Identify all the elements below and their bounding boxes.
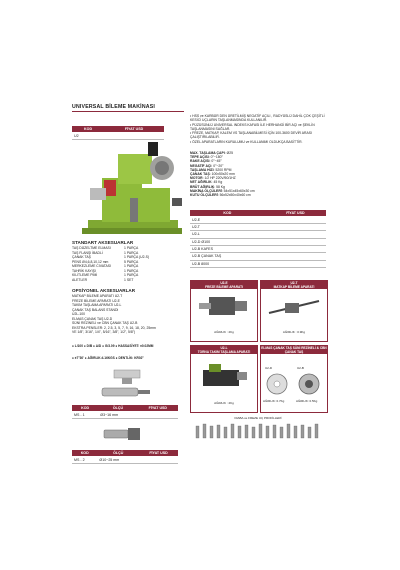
collet-header-kod: KOD: [72, 405, 98, 411]
attachment-box-u2-t: [260, 280, 328, 342]
attachment-box-u2-l: [190, 345, 258, 413]
spec-row: TEPE AÇISI: 0°~180°: [190, 155, 223, 160]
collet-table-1: [72, 405, 178, 419]
accessory-table: [190, 210, 326, 268]
collet-header-price: FİYAT USD: [138, 405, 178, 411]
grinding-machine-image: [72, 138, 190, 242]
optional-item: MATKAP BİLEME APARATI U2-T: [72, 294, 123, 298]
accessory-code: U2-E: [190, 216, 265, 223]
attachment-weight: AĞIRLIK : 0.9Kg: [282, 330, 306, 334]
attachment-name: TORNA TAKIM TAŞLAMA APARATI: [197, 350, 251, 354]
collet-header-kod: KOD: [72, 450, 97, 456]
standard-item: MERKEZLEME CIVATASI 1 PARÇA: [72, 264, 139, 268]
accessory-code: U2-D Ø100: [190, 238, 265, 245]
spec-row: ÇANAK TAŞ: 100x50x20 mm: [190, 172, 235, 177]
attachment-code: U2-T: [290, 281, 298, 285]
optional-item: ELMAS ÇANAK TAŞ U2-D: [72, 316, 113, 321]
accessory-code: U2-B KAFES: [190, 245, 265, 252]
attachment-code: U2-L: [220, 346, 228, 350]
collet-table-2: [72, 450, 178, 464]
spec-row: MOTOR: 1/2 HP 220V/50/1HZ: [190, 176, 236, 181]
features-list: [190, 114, 330, 144]
collet-price: [139, 456, 178, 463]
attachment-name: FREZE BİLEME APARATI: [205, 285, 243, 289]
freze-attachment-image: [191, 289, 257, 325]
standard-item: PENS Ø4,6,8,10,12 mm 5 PARÇA: [72, 259, 139, 264]
standard-accessories-list: [72, 246, 182, 282]
accessory-header-price: FİYAT USD: [265, 210, 326, 216]
optional-accessories-list: [72, 294, 184, 335]
wheel-weight: AĞIRLIK: 0.5Kg: [296, 399, 318, 403]
wheel-weight: AĞIRLIK: 0.7Kg: [263, 399, 285, 403]
matkap-attachment-image: [261, 289, 327, 325]
wheels-image: [261, 372, 327, 396]
accessory-code: U2-L: [190, 231, 265, 238]
standard-item: ÇANAK TAŞ 1 PARÇA (U2-S): [72, 255, 149, 259]
optional-item: ÇANAK TAŞ BALANS STANDI: [72, 307, 119, 312]
specifications: [190, 151, 330, 197]
standard-item: KİLİTLEME PİMİ 1 PARÇA: [72, 273, 139, 277]
standard-item: TAHRİK KAYIŞI 1 PARÇA: [72, 268, 139, 273]
model-code: U2: [72, 132, 104, 139]
spec-row: TAŞLAMA HIZI: 5200 RPM: [190, 167, 232, 172]
wheels-title: ELMAS ÇANAK TAŞ SÜNİ REZİNELİ & CBN ÇANAK TAŞ: [261, 346, 327, 354]
collet-header-price: FİYAT USD: [139, 450, 178, 456]
cutter-profiles-image: [190, 422, 326, 440]
collet-code: MS - 2: [72, 456, 97, 463]
wheels-box: [260, 345, 328, 413]
collet-size: Ø10~25 mm: [97, 456, 139, 463]
spec-row: MAKİNA ÖLÇÜLERİ: 54x51x45x60x30 cm: [190, 188, 255, 193]
wheel-code: U2-D: [265, 366, 273, 370]
spec-row: KUTU ÖLÇÜLERİ: 56x52x50x40x60 cm: [190, 193, 251, 198]
collet-spec-line-2: ● ±7°30' ● AĞIRLIK:4.16KGS ● DENTLİK: KR02": [72, 356, 144, 360]
optional-item: TAKIM TAŞLAMA APARATI U2-L: [72, 303, 122, 307]
standard-item: ALETLER 1 SET: [72, 277, 134, 282]
optional-item: U2L-100: [72, 312, 86, 316]
standard-item: TAŞ FLANŞI İBADLİ 1 PARÇA: [72, 250, 139, 255]
attachment-code: U2-E: [220, 281, 228, 285]
collet-size: Ø3~16 mm: [98, 411, 137, 418]
collet-spec-line-1: ● L/100 ● D/B ● A/D ● G/3.09 ● HASSASİYET: ±0.02MM: [72, 344, 154, 348]
standard-accessories-heading: STANDART AKSESUARLAR: [72, 240, 134, 245]
optional-item: FREZE BİLEME APARATI U2-E: [72, 298, 120, 303]
feature-item: • ÖZEL APARATLARIN KURULUMU ve KULLANIMI OLDUKÇA BASİTTİR.: [190, 139, 303, 144]
optional-accessories-heading: OPSİYONEL AKSESUARLAR: [72, 288, 136, 293]
spec-row: MAX. TAŞLAMA ÇAPI: Ø25: [190, 151, 233, 155]
profiles-caption: DIABA ve FREZE UÇ PROFİLLERİ: [234, 416, 282, 420]
accessory-code: U2-B 8000: [190, 260, 265, 267]
model-table-header-price: FİYAT USD: [104, 126, 164, 132]
standard-item: TAŞ DÜZELTME ELMASI 1 PARÇA: [72, 246, 139, 250]
attachment-weight: AĞIRLIK : 2Kg: [214, 401, 234, 405]
feature-item: • HSS ve KARBÜR DEN ÜRETİLMİŞ NEGATİF AÇILI , RADYÜSLÜ DAHİL ÇOK ÇEŞİTLİ KESİCİ UÇLARIN TAŞLANMASINDA KULLANILIR.: [190, 114, 325, 123]
attachment-weight: AĞIRLIK : 2Kg: [214, 330, 234, 334]
accessory-header-kod: KOD: [190, 210, 265, 216]
attachment-name: MATKAP BİLEME APARATI: [273, 285, 315, 289]
accessory-code: U2-B ÇANAK TAŞ: [190, 253, 265, 260]
spec-row: NET AĞIRLIK: 45 Kg: [190, 180, 223, 185]
collet-image: [100, 424, 150, 444]
spec-row: RAKE AÇISI: 0°~45°: [190, 159, 222, 164]
collet-code: MS - 1: [72, 411, 98, 418]
feature-item: • PÜZÜSÜNLÜ UNIVERSAL INDEKS KAFASI İLE HERHANGİ BİR AÇI ve ŞEKLİN TAŞLANMASINI SAĞLAR.: [190, 122, 315, 131]
optional-item: EKSTRA PENSLER: 2, 2.5, 3, 5, 7, 9, 16, 18, 20, 25mm: [72, 325, 156, 330]
attachment-box-u2-e: [190, 280, 258, 342]
wheel-code: U2-B: [297, 366, 304, 370]
title-rule: [72, 111, 184, 112]
model-table-header-kod: KOD: [72, 126, 104, 132]
collet-price: [138, 411, 178, 418]
page-title: UNIVERSAL BİLEME MAKİNASI: [72, 104, 156, 110]
collet-chuck-image: [88, 366, 168, 402]
accessory-code: U2-T: [190, 223, 265, 230]
optional-item: SÜNİ REZİNELİ ve CBN ÇANAK TAŞ U2-B: [72, 321, 138, 325]
spec-row: BRÜT AĞIRLIK: 58 Kg: [190, 184, 225, 189]
collet-header-size: ÖLÇÜ: [98, 405, 137, 411]
collet-header-size: ÖLÇÜ: [97, 450, 139, 456]
optional-item: VE 1/8", 3/16", 1/4", 5/16", 3/8", 1/2", 5/8"): [72, 330, 136, 334]
torna-attachment-image: [191, 354, 257, 396]
feature-item: • FREZE, MATKAP, KALEM VS TAŞLANABİLMESİ İÇİN 100-3600 DEVİR ARASI ÇALIŞTIRILABİLİR.: [190, 131, 312, 140]
spec-row: NEGATİF AÇI: 0°~20°: [190, 163, 224, 168]
